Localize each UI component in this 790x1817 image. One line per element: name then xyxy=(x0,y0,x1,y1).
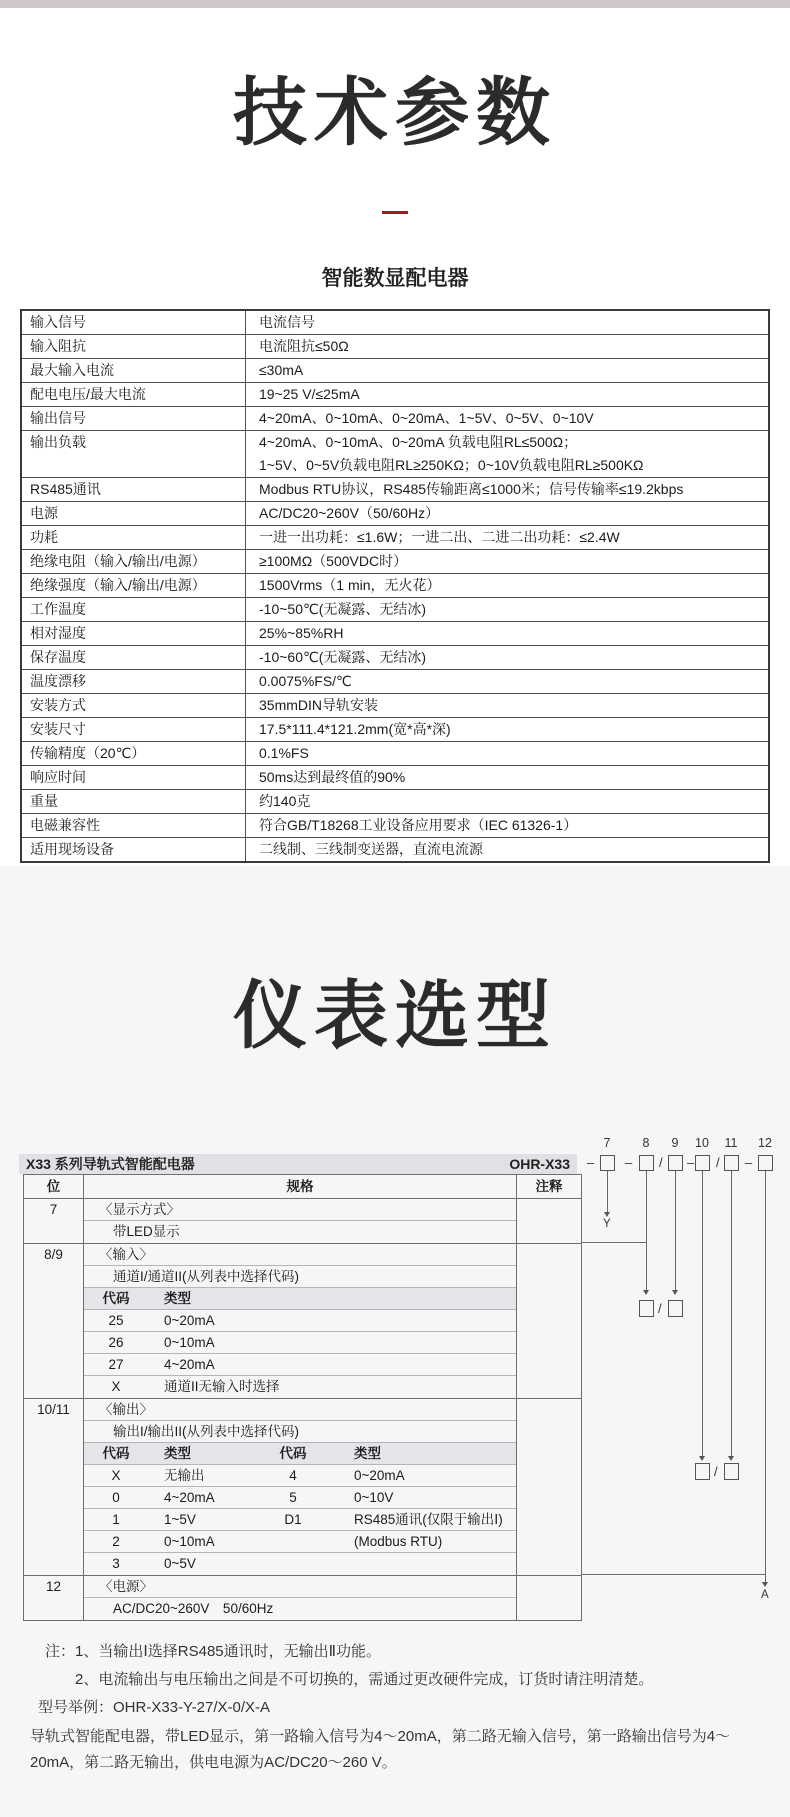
model-header-bar xyxy=(19,1154,577,1174)
spec-value-line: 1~5V、0~5V负载电阻RL≥250KΩ；0~10V负载电阻RL≥500KΩ xyxy=(259,457,644,473)
spec-row xyxy=(22,359,768,383)
extension-line xyxy=(582,1242,646,1243)
target-label-a: A xyxy=(761,1589,769,1601)
model-separator: / xyxy=(659,1155,663,1170)
note-prefix: 注： xyxy=(45,1643,76,1660)
spec-value-cell xyxy=(246,502,768,525)
code-cell: 类型 xyxy=(164,1446,191,1461)
model-selection-section xyxy=(0,866,790,1817)
spec-label-cell: 绝缘强度（输入/输出/电源） xyxy=(22,574,246,597)
code-cell: 2 xyxy=(112,1534,120,1549)
note-cell xyxy=(517,1199,581,1243)
spec-value-cell xyxy=(246,574,768,597)
spec-row xyxy=(22,766,768,790)
spec-text-row: 〈显示方式〉 xyxy=(84,1199,516,1221)
spec-value-line: 0.0075%FS/℃ xyxy=(259,673,352,689)
bit-cell: 7 xyxy=(24,1199,84,1243)
code-row xyxy=(84,1376,516,1398)
spec-row xyxy=(22,526,768,550)
connector-line xyxy=(675,1171,676,1290)
spec-label-cell: 输出负载 xyxy=(22,431,246,477)
code-cell: 26 xyxy=(108,1335,124,1350)
arrow-down-icon xyxy=(672,1290,678,1295)
code-row xyxy=(84,1553,516,1575)
bit-cell: 12 xyxy=(24,1576,84,1620)
code-cell: 0~10mA xyxy=(164,1335,215,1350)
spec-row xyxy=(22,790,768,814)
spec-value-cell xyxy=(246,550,768,573)
model-code-box xyxy=(639,1155,654,1171)
spec-row xyxy=(22,646,768,670)
spec-row xyxy=(22,814,768,838)
spec-text-row: 〈输出〉 xyxy=(84,1399,516,1421)
code-cell: (Modbus RTU) xyxy=(354,1534,443,1549)
spec-value-cell xyxy=(246,598,768,621)
arrow-down-icon xyxy=(604,1212,610,1217)
connector-line xyxy=(702,1171,703,1456)
spec-label-cell: 电磁兼容性 xyxy=(22,814,246,837)
selection-section xyxy=(24,1244,581,1399)
section-rows xyxy=(84,1199,517,1243)
extension-line xyxy=(582,1574,765,1575)
spec-value-cell xyxy=(246,646,768,669)
spec-value-cell xyxy=(246,814,768,837)
section-rows xyxy=(84,1399,517,1575)
code-row xyxy=(84,1487,516,1509)
spec-label-cell: 输出信号 xyxy=(22,407,246,430)
spec-value-line: 电流阻抗≤50Ω xyxy=(259,338,349,354)
output-code-box xyxy=(724,1463,739,1480)
spec-value-line: 19~25 V/≤25mA xyxy=(259,386,360,402)
note-cell xyxy=(517,1576,581,1620)
code-cell: D1 xyxy=(284,1512,302,1527)
model-separator: – xyxy=(587,1155,595,1170)
spec-value-cell xyxy=(246,431,768,477)
column-bit: 位 xyxy=(24,1175,84,1198)
input-code-box xyxy=(639,1300,654,1317)
selection-body xyxy=(24,1199,581,1620)
spec-value-line: 1500Vrms（1 min，无火花） xyxy=(259,577,441,593)
spec-value-cell xyxy=(246,742,768,765)
model-prefix: OHR-X33 xyxy=(509,1156,570,1172)
spec-label-cell: 温度漂移 xyxy=(22,670,246,693)
spec-value-line: 35mmDIN导轨安装 xyxy=(259,697,379,713)
model-code-box xyxy=(600,1155,615,1171)
spec-value-line: 一进一出功耗：≤1.6W；一进二出、二进二出功耗：≤2.4W xyxy=(259,529,620,545)
spec-row xyxy=(22,838,768,861)
code-row xyxy=(84,1354,516,1376)
arrow-down-icon xyxy=(728,1456,734,1461)
spec-value-cell xyxy=(246,694,768,717)
spec-label-cell: 功耗 xyxy=(22,526,246,549)
code-cell: 25 xyxy=(108,1313,124,1328)
note-item-1: 1、当输出Ⅰ选择RS485通讯时，无输出Ⅱ功能。 xyxy=(75,1643,382,1660)
bit-cell: 8/9 xyxy=(24,1244,84,1398)
code-cell: 4 xyxy=(289,1468,297,1483)
spec-value-cell xyxy=(246,359,768,382)
digit-label: 9 xyxy=(671,1136,679,1150)
spec-label-cell: 工作温度 xyxy=(22,598,246,621)
selection-title: 仪表选型 xyxy=(233,974,557,1057)
spec-label-cell: 安装方式 xyxy=(22,694,246,717)
spec-label-cell: 响应时间 xyxy=(22,766,246,789)
spec-label-cell: 电源 xyxy=(22,502,246,525)
code-cell: 5 xyxy=(289,1490,297,1505)
spec-row xyxy=(22,407,768,431)
code-cell: 1 xyxy=(112,1512,120,1527)
code-cell: 代码 xyxy=(102,1291,130,1306)
code-cell: 0~5V xyxy=(164,1556,196,1571)
code-cell: 4~20mA xyxy=(164,1490,215,1505)
model-diagram xyxy=(0,1130,790,1630)
slash-separator: / xyxy=(714,1464,718,1479)
section-rows xyxy=(84,1244,517,1398)
spec-label-cell: 重量 xyxy=(22,790,246,813)
code-row xyxy=(84,1509,516,1531)
spec-text-row: 输出I/输出II(从列表中选择代码) xyxy=(84,1421,516,1443)
spec-row xyxy=(22,622,768,646)
code-cell: X xyxy=(111,1379,121,1394)
spec-table-title: 智能数显配电器 xyxy=(321,267,469,290)
code-cell: 代码 xyxy=(102,1446,130,1461)
spec-value-line: 电流信号 xyxy=(259,314,315,330)
red-divider xyxy=(382,211,408,214)
spec-value-line: Modbus RTU协议，RS485传输距离≤1000米；信号传输率≤19.2kbps xyxy=(259,481,684,497)
code-cell: 通道II无输入时选择 xyxy=(164,1379,280,1394)
spec-value-line: ≤30mA xyxy=(259,362,304,378)
spec-value-cell xyxy=(246,335,768,358)
spec-value-cell xyxy=(246,383,768,406)
output-code-box xyxy=(695,1463,710,1480)
tech-params-section xyxy=(0,8,790,866)
selection-section xyxy=(24,1576,581,1620)
spec-value-cell xyxy=(246,478,768,501)
spec-text-row: 带LED显示 xyxy=(113,1224,180,1239)
spec-value-cell xyxy=(246,790,768,813)
spec-value-line: 50ms达到最终值的90% xyxy=(259,769,406,785)
spec-row xyxy=(22,574,768,598)
code-cell: 4~20mA xyxy=(164,1357,215,1372)
spec-text-row: 〈输入〉 xyxy=(84,1244,516,1266)
code-cell: 27 xyxy=(108,1357,124,1372)
selection-table-header xyxy=(24,1175,581,1199)
spec-label-cell: 输入阻抗 xyxy=(22,335,246,358)
code-cell: 0~20mA xyxy=(164,1313,215,1328)
code-header-row xyxy=(84,1288,516,1310)
spec-row xyxy=(22,694,768,718)
model-code-box xyxy=(758,1155,773,1171)
arrow-down-icon xyxy=(699,1456,705,1461)
spec-row xyxy=(22,335,768,359)
spec-label-cell: 绝缘电阻（输入/输出/电源） xyxy=(22,550,246,573)
code-header-row xyxy=(84,1443,516,1465)
digit-label: 12 xyxy=(758,1136,772,1150)
spec-text-row: 通道I/通道II(从列表中选择代码) xyxy=(84,1266,516,1288)
spec-value-cell xyxy=(246,622,768,645)
model-separator: – xyxy=(687,1155,695,1170)
model-example: 型号举例：OHR-X33-Y-27/X-0/X-A xyxy=(38,1699,271,1716)
spec-value-cell xyxy=(246,838,768,861)
spec-value-line: 4~20mA、0~10mA、0~20mA、1~5V、0~5V、0~10V xyxy=(259,410,594,426)
code-cell: 0~10mA xyxy=(164,1534,215,1549)
slash-separator: / xyxy=(658,1301,662,1316)
code-row xyxy=(84,1332,516,1354)
code-cell: 1~5V xyxy=(164,1512,196,1527)
section-rows xyxy=(84,1576,517,1620)
spec-value-line: -10~60℃(无凝露、无结冰) xyxy=(259,649,427,665)
connector-line xyxy=(646,1171,647,1290)
spec-row xyxy=(22,311,768,335)
series-title: X33 系列导轨式智能配电器 xyxy=(26,1156,195,1172)
spec-table xyxy=(20,309,770,863)
spec-label-cell: 保存温度 xyxy=(22,646,246,669)
spec-label-cell: 传输精度（20℃） xyxy=(22,742,246,765)
spec-value-cell xyxy=(246,670,768,693)
spec-value-line: 17.5*111.4*121.2mm(宽*高*深) xyxy=(259,721,451,737)
target-label-y: Y xyxy=(603,1218,611,1230)
spec-value-cell xyxy=(246,766,768,789)
code-cell: 代码 xyxy=(279,1446,307,1461)
footnotes xyxy=(30,1638,770,1776)
column-spec: 规格 xyxy=(84,1175,517,1198)
selection-section xyxy=(24,1199,581,1244)
spec-text-row: 〈电源〉 xyxy=(84,1576,516,1598)
spec-value-cell xyxy=(246,311,768,334)
spec-label-cell: 配电电压/最大电流 xyxy=(22,383,246,406)
code-row xyxy=(84,1531,516,1553)
top-strip xyxy=(0,0,790,8)
spec-row xyxy=(22,718,768,742)
model-code-box xyxy=(724,1155,739,1171)
spec-value-cell xyxy=(246,526,768,549)
model-description: 导轨式智能配电器，带LED显示，第一路输入信号为4～20mA，第二路无输入信号，第一路输出信号为4～20mA，第二路无输出，供电电源为AC/DC20～260 V。 xyxy=(30,1728,731,1771)
arrow-down-icon xyxy=(643,1290,649,1295)
spec-value-line: -10~50℃(无凝露、无结冰) xyxy=(259,601,427,617)
code-cell: RS485通讯(仅限于输出Ⅰ) xyxy=(354,1512,503,1527)
spec-value-line: 25%~85%RH xyxy=(259,625,344,641)
spec-label-cell: 输入信号 xyxy=(22,311,246,334)
spec-label-cell: 安装尺寸 xyxy=(22,718,246,741)
digit-label: 10 xyxy=(695,1136,709,1150)
bit-cell: 10/11 xyxy=(24,1399,84,1575)
selection-table xyxy=(23,1174,582,1621)
spec-row xyxy=(22,742,768,766)
code-cell: 0~10V xyxy=(354,1490,394,1505)
connector-line xyxy=(765,1171,766,1582)
spec-value-cell xyxy=(246,407,768,430)
code-cell: 无输出 xyxy=(164,1468,205,1483)
spec-value-line: AC/DC20~260V（50/60Hz） xyxy=(259,505,440,521)
spec-value-cell xyxy=(246,718,768,741)
selection-section xyxy=(24,1399,581,1576)
code-cell: 0~20mA xyxy=(354,1468,405,1483)
connector-line xyxy=(731,1171,732,1456)
code-cell: 3 xyxy=(112,1556,120,1571)
spec-row xyxy=(22,550,768,574)
spec-value-line: 符合GB/T18268工业设备应用要求（IEC 61326-1） xyxy=(259,817,578,833)
arrow-down-icon xyxy=(762,1582,768,1587)
spec-value-line: 0.1%FS xyxy=(259,745,309,761)
spec-label-cell: 适用现场设备 xyxy=(22,838,246,861)
digit-label: 11 xyxy=(724,1136,738,1150)
note-cell xyxy=(517,1244,581,1398)
spec-value-line: 4~20mA、0~10mA、0~20mA 负载电阻RL≤500Ω； xyxy=(259,434,578,450)
spec-value-line: ≥100MΩ（500VDC时） xyxy=(259,553,408,569)
code-cell: 类型 xyxy=(354,1446,381,1461)
code-cell: X xyxy=(111,1468,121,1483)
model-code-box xyxy=(695,1155,710,1171)
code-row xyxy=(84,1465,516,1487)
connector-line xyxy=(607,1171,608,1212)
spec-label-cell: 最大输入电流 xyxy=(22,359,246,382)
spec-label-cell: 相对湿度 xyxy=(22,622,246,645)
note-cell xyxy=(517,1399,581,1575)
digit-label: 8 xyxy=(642,1136,650,1150)
spec-text-row: AC/DC20~260V 50/60Hz xyxy=(113,1601,274,1616)
code-cell: 类型 xyxy=(164,1291,191,1306)
model-separator: – xyxy=(625,1155,633,1170)
spec-row xyxy=(22,598,768,622)
model-separator: – xyxy=(745,1155,753,1170)
code-cell: 0 xyxy=(112,1490,120,1505)
model-separator: / xyxy=(716,1155,720,1170)
page-title: 技术参数 xyxy=(233,71,557,154)
column-note: 注释 xyxy=(535,1179,563,1194)
model-code-box xyxy=(668,1155,683,1171)
spec-row xyxy=(22,431,768,478)
note-line-1 xyxy=(45,1638,770,1666)
note-line-2: 2、电流输出与电压输出之间是不可切换的，需通过更改硬件完成，订货时请注明清楚。 xyxy=(75,1671,654,1688)
spec-row xyxy=(22,383,768,407)
spec-row xyxy=(22,502,768,526)
spec-value-line: 约140克 xyxy=(259,793,311,809)
code-row xyxy=(84,1310,516,1332)
spec-row xyxy=(22,670,768,694)
spec-value-line: 二线制、三线制变送器，直流电流源 xyxy=(259,841,483,857)
spec-label-cell: RS485通讯 xyxy=(22,478,246,501)
spec-row xyxy=(22,478,768,502)
input-code-box xyxy=(668,1300,683,1317)
digit-label: 7 xyxy=(603,1136,611,1150)
